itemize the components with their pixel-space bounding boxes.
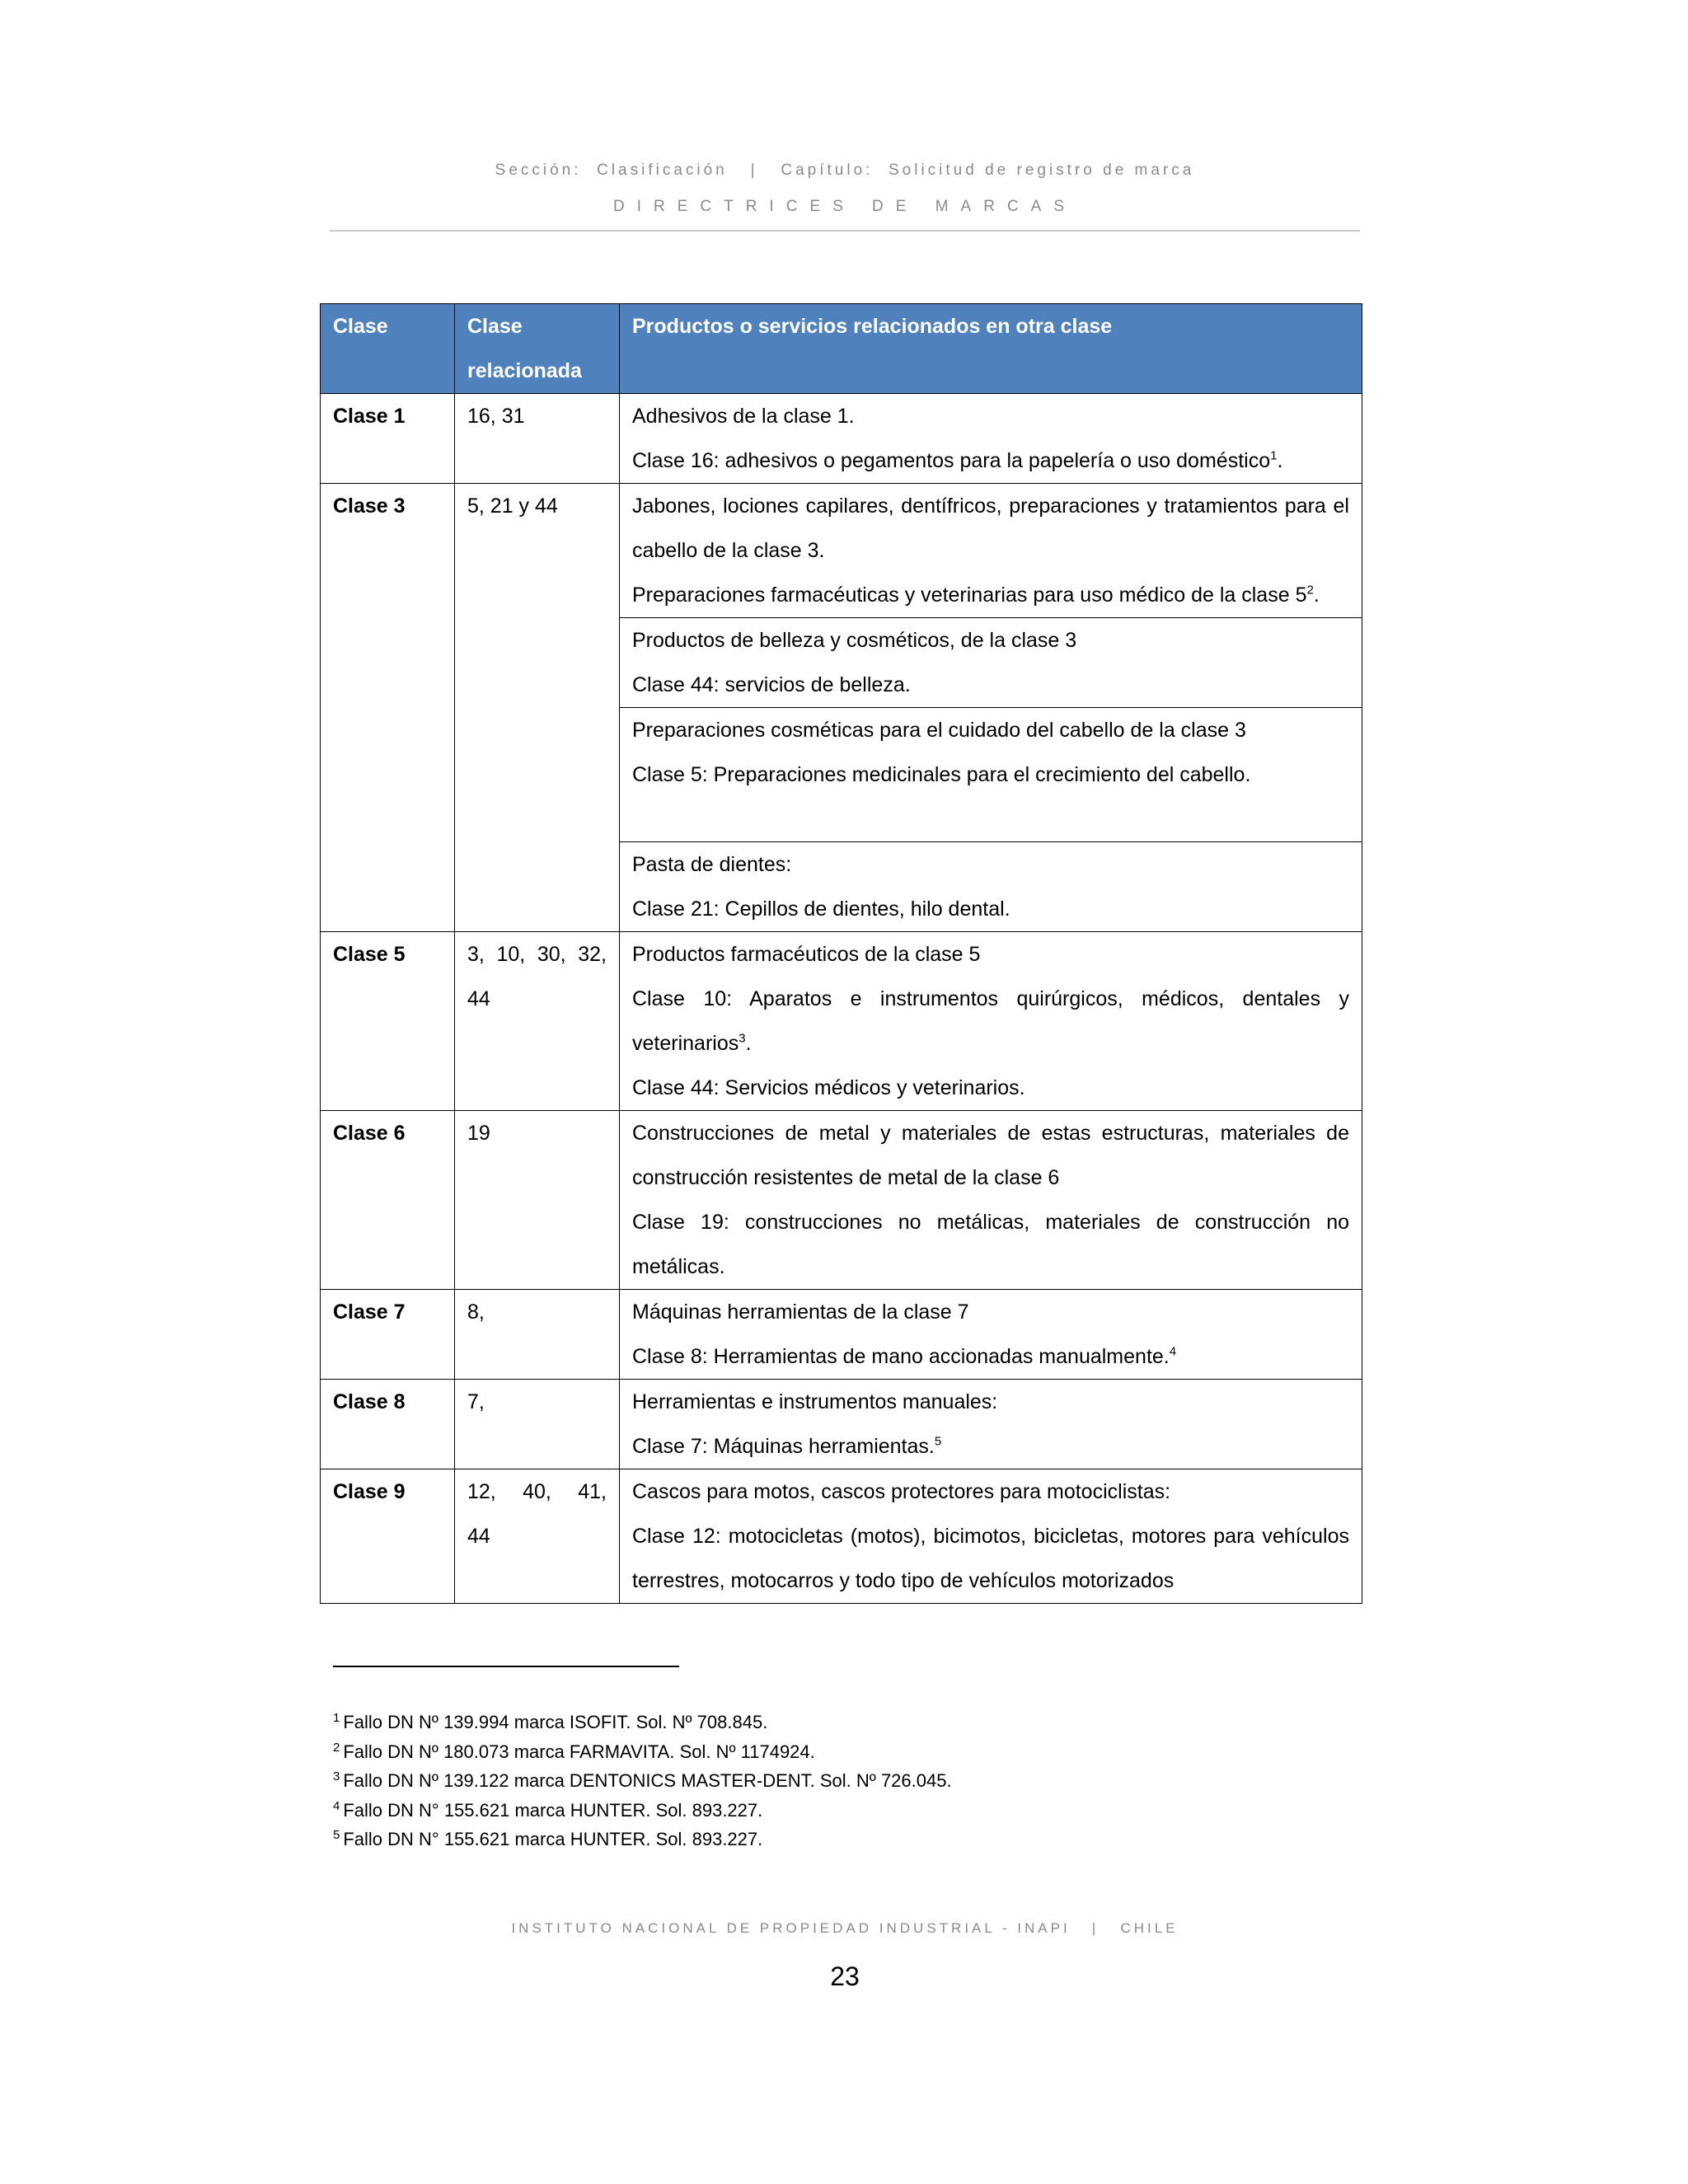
cell-productos — [620, 1380, 1362, 1469]
product-line: Clase 19: construcciones no metálicas, materiales de construcción no metálicas. — [632, 1211, 1349, 1278]
cell-productos — [620, 1290, 1362, 1380]
page-footer — [330, 1920, 1360, 1937]
product-text-end: . — [1313, 583, 1320, 607]
product-line — [632, 1334, 1349, 1379]
header-clase: Clase — [321, 304, 455, 394]
rel-line: 44 — [467, 987, 490, 1010]
cell-rel: 8, — [455, 1290, 620, 1380]
cell-productos — [620, 708, 1362, 842]
rel-line: 12, 40, 41, — [467, 1480, 607, 1503]
footnote — [333, 1796, 1322, 1825]
header-divider — [330, 230, 1360, 232]
table-header-row — [321, 304, 1362, 394]
footnote — [333, 1825, 1322, 1854]
chapter-value: Solicitud de registro de marca — [888, 162, 1195, 179]
footnote-text: Fallo DN Nº 139.122 marca DENTONICS MASTER-DENT. Sol. Nº 726.045. — [343, 1770, 952, 1791]
footnote-ref: 1 — [1270, 448, 1278, 463]
page-header — [330, 162, 1360, 216]
header-section-chapter — [330, 162, 1360, 180]
table-row — [321, 484, 1362, 618]
cell-productos — [620, 842, 1362, 932]
product-text: Preparaciones farmacéuticas y veterinarias para uso médico de la clase 5 — [632, 583, 1307, 607]
footnote-text: Fallo DN Nº 180.073 marca FARMAVITA. Sol. Nº 1174924. — [343, 1741, 815, 1762]
cell-clase: Clase 7 — [321, 1290, 455, 1380]
product-line: Máquinas herramientas de la clase 7 — [632, 1301, 969, 1324]
footnote-ref: 3 — [738, 1031, 746, 1046]
cell-rel — [455, 1469, 620, 1604]
header-productos: Productos o servicios relacionados en otra clase — [620, 304, 1362, 394]
table-row — [321, 1380, 1362, 1469]
cell-clase: Clase 8 — [321, 1380, 455, 1469]
header-rel-line1: Clase — [467, 315, 523, 338]
product-line: Preparaciones cosméticas para el cuidado del cabello de la clase 3 — [632, 719, 1246, 742]
chapter-label: Capítulo: — [781, 162, 874, 179]
cell-productos — [620, 1111, 1362, 1290]
table-row — [321, 394, 1362, 484]
product-line: Adhesivos de la clase 1. — [632, 405, 855, 428]
footnote-ref: 4 — [1169, 1344, 1177, 1359]
product-line — [632, 573, 1349, 617]
product-line: Productos farmacéuticos de la clase 5 — [632, 943, 981, 966]
footnote-number: 4 — [333, 1798, 340, 1813]
product-text: Clase 7: Máquinas herramientas. — [632, 1435, 935, 1458]
cell-rel: 7, — [455, 1380, 620, 1469]
product-line: Clase 44: Servicios médicos y veterinarios. — [632, 1076, 1025, 1099]
product-line: Pasta de dientes: — [632, 853, 792, 876]
cell-clase: Clase 5 — [321, 932, 455, 1111]
product-line: Clase 12: motocicletas (motos), bicimotos, bicicletas, motores para vehículos terrestres, motocarros y todo tipo de vehículos motorizados — [632, 1525, 1349, 1592]
product-text: Clase 8: Herramientas de mano accionadas manualmente. — [632, 1345, 1170, 1368]
product-line: Clase 44: servicios de belleza. — [632, 673, 911, 696]
footnote-text: Fallo DN N° 155.621 marca HUNTER. Sol. 893.227. — [343, 1829, 763, 1849]
cell-rel: 16, 31 — [455, 394, 620, 484]
footnote — [333, 1766, 1322, 1796]
cell-rel: 5, 21 y 44 — [455, 484, 620, 932]
rel-line: 3, 10, 30, 32, — [467, 943, 607, 966]
cell-rel: 19 — [455, 1111, 620, 1290]
product-line — [632, 977, 1349, 1066]
cell-clase: Clase 1 — [321, 394, 455, 484]
table-row — [321, 1111, 1362, 1290]
table-row — [321, 1290, 1362, 1380]
footer-org: INSTITUTO NACIONAL DE PROPIEDAD INDUSTRIAL - INAPI — [511, 1920, 1071, 1936]
product-line: Cascos para motos, cascos protectores para motociclistas: — [632, 1480, 1171, 1503]
cell-clase: Clase 9 — [321, 1469, 455, 1604]
header-rel-line2: relacionada — [467, 359, 582, 382]
header-clase-relacionada — [455, 304, 620, 394]
footer-country: CHILE — [1120, 1920, 1179, 1936]
cell-rel — [455, 932, 620, 1111]
product-text-end: . — [745, 1032, 752, 1055]
cell-productos — [620, 394, 1362, 484]
footer-separator: | — [1091, 1920, 1100, 1936]
footnote-ref: 5 — [934, 1434, 942, 1449]
footnote-number: 3 — [333, 1769, 340, 1783]
footnotes — [333, 1708, 1322, 1854]
cell-clase: Clase 3 — [321, 484, 455, 932]
product-text: Clase 10: Aparatos e instrumentos quirúrgicos, médicos, dentales y veterinarios — [632, 987, 1349, 1055]
cell-productos — [620, 932, 1362, 1111]
product-text: Clase 16: adhesivos o pegamentos para la papelería o uso doméstico — [632, 449, 1271, 472]
product-line: Herramientas e instrumentos manuales: — [632, 1390, 998, 1413]
product-line: Clase 5: Preparaciones medicinales para el crecimiento del cabello. — [632, 763, 1251, 786]
footnote-text: Fallo DN N° 155.621 marca HUNTER. Sol. 893.227. — [343, 1799, 763, 1821]
product-line: Clase 21: Cepillos de dientes, hilo dental. — [632, 898, 1010, 921]
table-row — [321, 932, 1362, 1111]
footnote — [333, 1708, 1322, 1737]
footnote — [333, 1737, 1322, 1767]
rel-line: 44 — [467, 1525, 490, 1548]
cell-productos — [620, 1469, 1362, 1604]
product-line: Construcciones de metal y materiales de estas estructuras, materiales de construcción resistentes de metal de la clase 6 — [632, 1122, 1349, 1189]
section-value: Clasificación — [597, 162, 728, 179]
classification-table — [320, 303, 1362, 1604]
product-line: Jabones, lociones capilares, dentífricos, preparaciones y tratamientos para el cabello de la clase 3. — [632, 494, 1349, 562]
product-text-end: . — [1277, 449, 1283, 472]
page-number: 23 — [830, 1961, 860, 1991]
header-title: DIRECTRICES DE MARCAS — [612, 198, 1077, 215]
cell-clase: Clase 6 — [321, 1111, 455, 1290]
product-line — [632, 438, 1349, 483]
product-line — [632, 1424, 1349, 1469]
product-line: Productos de belleza y cosméticos, de la clase 3 — [632, 629, 1077, 652]
footnote-number: 1 — [333, 1711, 340, 1725]
footnote-text: Fallo DN Nº 139.994 marca ISOFIT. Sol. Nº 708.845. — [343, 1712, 768, 1732]
footnote-number: 2 — [333, 1740, 340, 1755]
section-label: Sección: — [495, 162, 582, 179]
cell-productos — [620, 484, 1362, 618]
footnote-ref: 2 — [1306, 583, 1314, 598]
cell-productos — [620, 618, 1362, 708]
footnote-divider — [333, 1666, 679, 1667]
table-row — [321, 1469, 1362, 1604]
blank-line — [632, 797, 1349, 841]
footnote-number: 5 — [333, 1828, 340, 1842]
header-separator: | — [750, 162, 758, 179]
